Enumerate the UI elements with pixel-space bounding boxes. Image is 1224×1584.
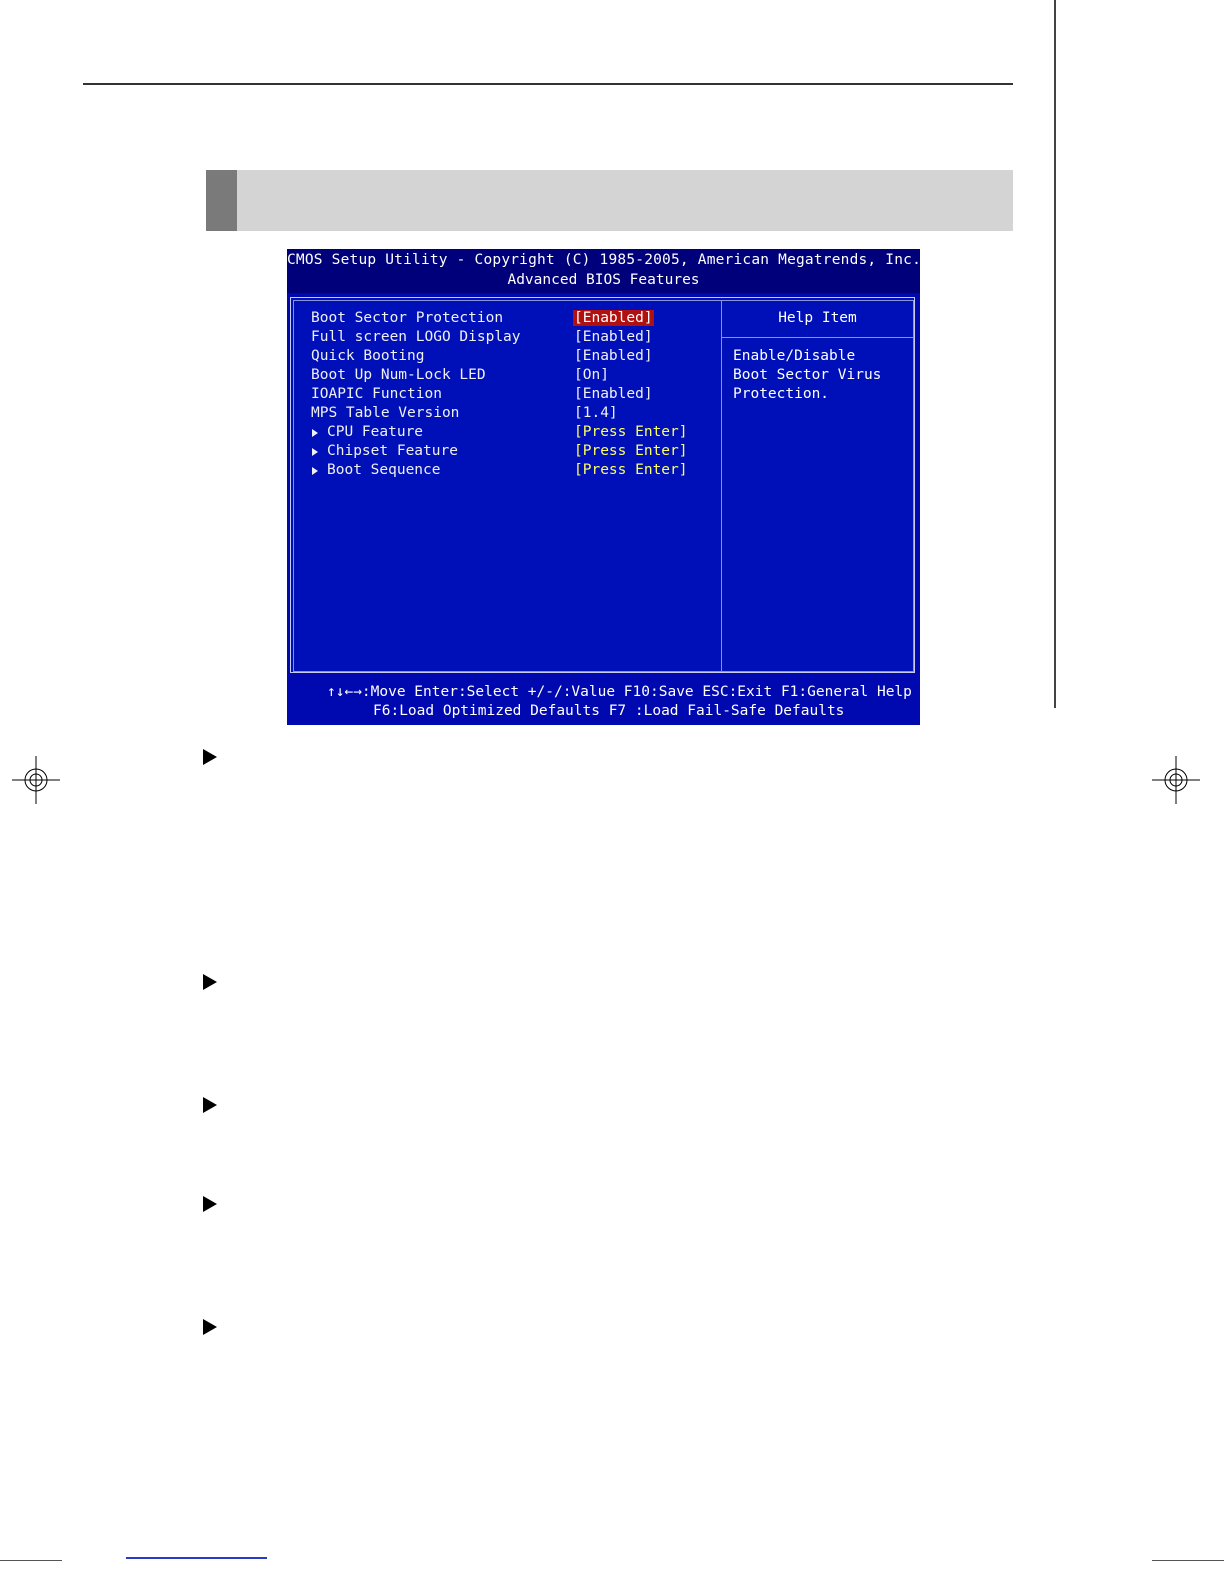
section-banner-accent <box>206 170 237 231</box>
bottom-rule-blue <box>126 1557 267 1559</box>
menu-item-label: Full screen LOGO Display <box>311 329 521 345</box>
bullet-icon <box>203 1319 217 1335</box>
bottom-rule-left <box>0 1560 62 1561</box>
menu-item-value[interactable]: [Press Enter] <box>574 424 688 440</box>
section-banner <box>206 170 1013 231</box>
menu-item-label: CPU Feature <box>327 424 424 440</box>
help-text-line: Enable/Disable <box>733 348 856 364</box>
bios-screen <box>287 249 920 725</box>
menu-item-label: Quick Booting <box>311 348 425 364</box>
menu-item-value[interactable]: [Enabled] <box>574 348 653 364</box>
bios-menu-frame <box>290 297 915 673</box>
help-panel-divider <box>721 301 722 671</box>
help-text-line: Protection. <box>733 386 830 402</box>
help-title: Help Item <box>778 310 857 326</box>
bullet-icon <box>203 1097 217 1113</box>
submenu-label-wrapper <box>311 424 423 440</box>
help-title-divider <box>722 337 913 338</box>
bios-title: CMOS Setup Utility - Copyright (C) 1985-2005, American Megatrends, Inc. <box>287 252 922 268</box>
menu-item-value[interactable]: [On] <box>574 367 609 383</box>
menu-item-value[interactable]: [Enabled] <box>574 329 653 345</box>
menu-item-value[interactable]: [Press Enter] <box>574 462 688 478</box>
menu-item-label: Boot Sector Protection <box>311 310 504 326</box>
bullet-icon <box>203 1196 217 1212</box>
menu-item-label: Boot Sequence <box>327 462 441 478</box>
top-rule <box>83 83 1013 85</box>
menu-item-label: IOAPIC Function <box>311 386 442 402</box>
bios-subtitle: Advanced BIOS Features <box>507 272 700 288</box>
submenu-label-wrapper <box>311 443 458 459</box>
bottom-rule-right <box>1152 1560 1224 1561</box>
menu-item-value[interactable]: [Enabled] <box>574 386 653 402</box>
menu-item-value[interactable]: [Enabled] <box>574 310 653 326</box>
menu-item-label: Boot Up Num-Lock LED <box>311 367 486 383</box>
right-margin-rule <box>1054 0 1056 708</box>
menu-item-label: Chipset Feature <box>327 443 458 459</box>
registration-mark-icon <box>1152 756 1200 804</box>
submenu-label-wrapper <box>311 462 441 478</box>
bios-key-help-line-1: ↑↓←→:Move Enter:Select +/-/:Value F10:Save ESC:Exit F1:General Help <box>327 684 912 700</box>
bios-header <box>287 249 920 293</box>
bullet-icon <box>203 749 217 765</box>
menu-item-value[interactable]: [1.4] <box>574 405 618 421</box>
bullet-icon <box>203 974 217 990</box>
bios-key-help-line-2: F6:Load Optimized Defaults F7 :Load Fail-Safe Defaults <box>373 703 845 719</box>
bios-menu-panel <box>293 300 914 672</box>
registration-mark-icon <box>12 756 60 804</box>
help-text-line: Boot Sector Virus <box>733 367 882 383</box>
menu-item-value[interactable]: [Press Enter] <box>574 443 688 459</box>
menu-item-label: MPS Table Version <box>311 405 460 421</box>
